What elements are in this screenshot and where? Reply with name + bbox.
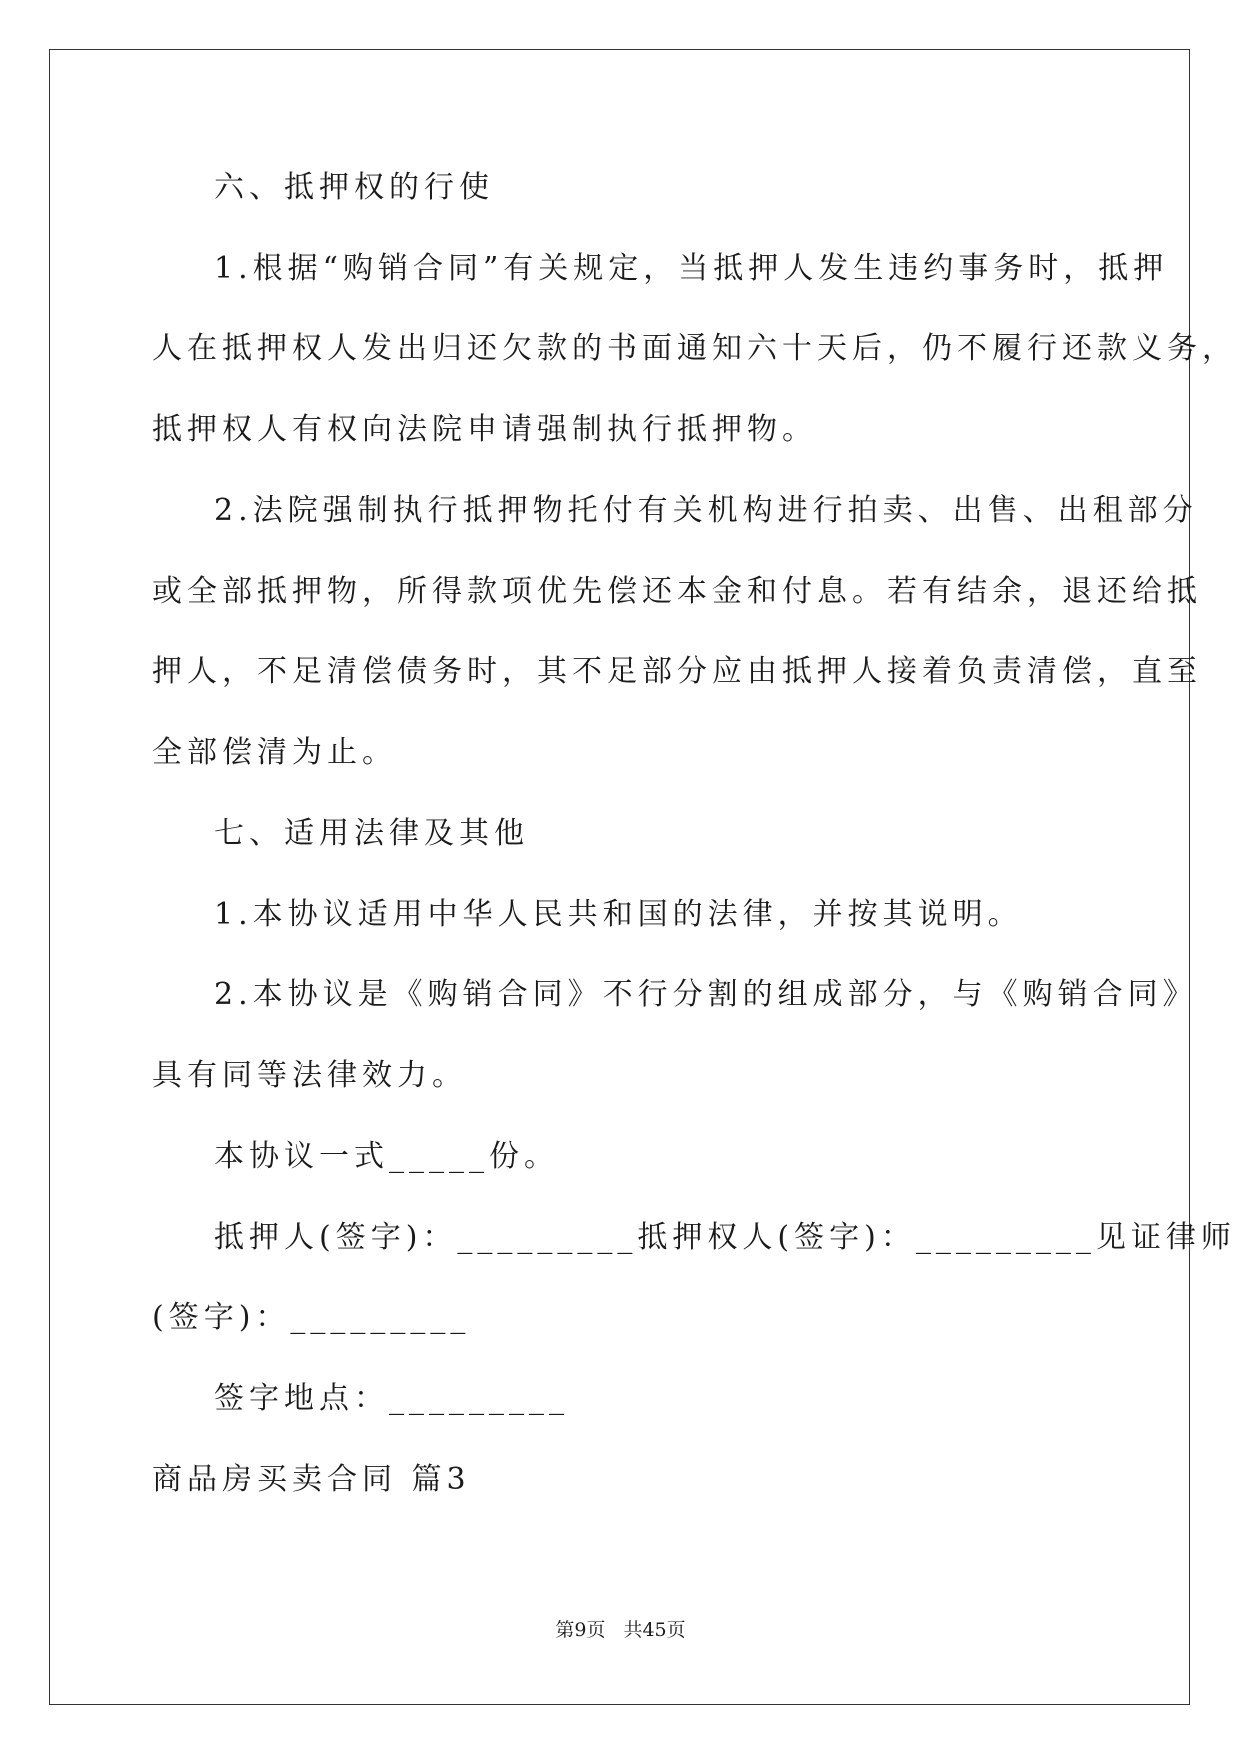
paragraph-line: 人在抵押权人发出归还欠款的书面通知六十天后，仍不履行还款义务， [152,331,1237,366]
section-heading-6: 六、抵押权的行使 [214,170,494,205]
signature-line-continued: (签字)：_________ [152,1300,471,1335]
section-heading-7: 七、适用法律及其他 [214,816,529,851]
paragraph-line: 抵押权人有权向法院申请强制执行抵押物。 [152,412,817,447]
paragraph-line: 2.法院强制执行抵押物托付有关机构进行拍卖、出售、出租部分 [214,493,1198,528]
next-section-title: 商品房买卖合同 篇3 [152,1462,471,1497]
page-border [49,49,1190,1705]
paragraph-line: 1.本协议适用中华人民共和国的法律，并按其说明。 [214,897,1023,932]
page-total: 共45页 [623,1619,686,1641]
paragraph-line: 全部偿清为止。 [152,735,397,770]
signature-line: 抵押人(签字)：_________抵押权人(签字)：_________见证律师 [214,1220,1236,1255]
signing-place-line: 签字地点：_________ [214,1381,569,1416]
paragraph-line: 1.根据“购销合同”有关规定，当抵押人发生违约事务时，抵押 [214,251,1169,286]
page-number: 第9页 [555,1619,606,1641]
page-footer [0,1618,1241,1642]
paragraph-line: 具有同等法律效力。 [152,1058,467,1093]
paragraph-line: 2.本协议是《购销合同》不行分割的组成部分，与《购销合同》 [214,977,1198,1012]
copies-line: 本协议一式_____份。 [214,1139,559,1174]
paragraph-line: 押人，不足清偿债务时，其不足部分应由抵押人接着负责清偿，直至 [152,654,1202,689]
paragraph-line: 或全部抵押物，所得款项优先偿还本金和付息。若有结余，退还给抵 [152,574,1202,609]
